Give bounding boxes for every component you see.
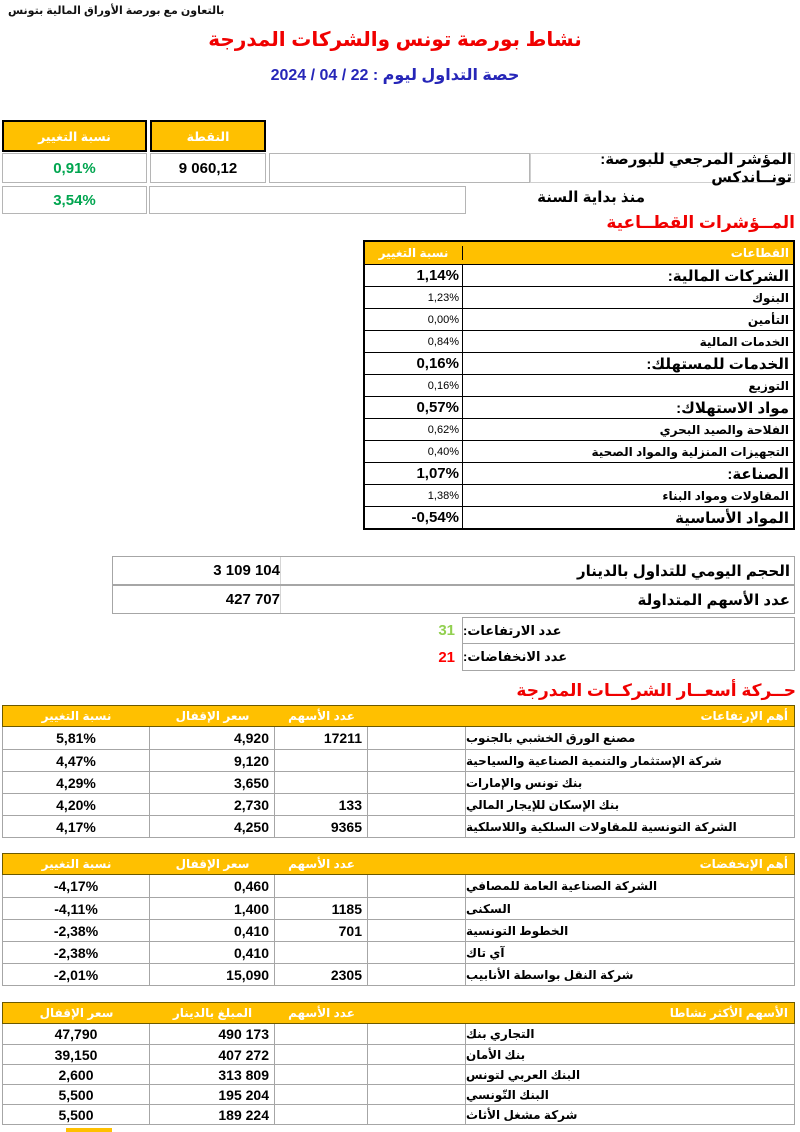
table-row [3, 941, 794, 963]
table-row [3, 1064, 794, 1084]
col-amount: المبلغ بالدينار [172, 1006, 253, 1020]
close-price-value: 3,650 [150, 772, 275, 793]
sector-change-value: -0,54% [365, 507, 463, 528]
close-price-value: 5,500 [3, 1105, 150, 1124]
col-close: سعر الإقفال [175, 709, 250, 723]
index-ytd-label: منذ بداية السنة [537, 189, 645, 206]
sector-change-value: 0,57% [365, 397, 463, 418]
company-name: شركة مشغل الأثاث [466, 1107, 578, 1122]
shares-value [275, 1024, 368, 1044]
col-change: نسبة التغيير [41, 857, 112, 871]
sector-change-value: 1,38% [365, 485, 463, 506]
table-row [3, 1044, 794, 1064]
declines-value: 21 [438, 649, 455, 666]
shares-value: 1185 [275, 898, 368, 919]
empty-cell [368, 794, 466, 815]
bottom-partial-header [66, 1128, 112, 1132]
sector-name: مواد الاستهلاك: [676, 399, 789, 417]
sector-change-value: 1,14% [365, 265, 463, 286]
sector-row [365, 506, 793, 528]
shares-value: 2305 [275, 964, 368, 985]
shares-traded-label: عدد الأسهم المتداولة [637, 591, 790, 609]
company-name: مصنع الورق الخشبي بالجنوب [466, 731, 636, 745]
sector-name: المقاولات ومواد البناء [662, 488, 789, 503]
col-shares: عدد الأسهم [288, 1006, 355, 1020]
company-name: بنك الإسكان للإيجار المالي [466, 797, 620, 812]
volume-label: الحجم اليومي للتداول بالدينار [576, 562, 790, 580]
sector-table-body [365, 264, 793, 528]
empty-cell [368, 772, 466, 793]
most-active-header [2, 1002, 795, 1024]
sector-change-value: 0,00% [365, 309, 463, 330]
most-active-body [2, 1024, 795, 1125]
gainers-table [2, 705, 795, 838]
index-point-value: 9 060,12 [150, 153, 266, 183]
report-title: نشاط بورصة تونس والشركات المدرجة [208, 29, 582, 51]
shares-value: 701 [275, 920, 368, 941]
sector-row [365, 330, 793, 352]
shares-traded-value: 427 707 [113, 586, 281, 613]
sector-row [365, 418, 793, 440]
change-value: 4,20% [3, 794, 150, 815]
empty-cell [368, 750, 466, 771]
sector-name: التجهيزات المنزلية والمواد الصحية [591, 444, 789, 459]
shares-value [275, 1085, 368, 1104]
empty-cell [368, 1065, 466, 1084]
company-name: البنك التّونسي [466, 1087, 549, 1102]
gainers-header [2, 705, 795, 727]
table-row [3, 1084, 794, 1104]
index-ytd-change-value: 3,54% [2, 186, 147, 214]
empty-cell [368, 727, 466, 749]
sector-heading: المــؤشرات القطــاعية [606, 213, 795, 232]
change-value: -2,38% [3, 942, 150, 963]
sector-row [365, 308, 793, 330]
empty-cell [368, 1045, 466, 1064]
sector-change-value: 1,23% [365, 287, 463, 308]
shares-value [275, 750, 368, 771]
sector-header-name: القطاعات [730, 246, 789, 260]
most-active-title: الأسهم الأكثر نشاطا [669, 1006, 788, 1020]
shares-value [275, 772, 368, 793]
summary-volume-row [112, 556, 795, 585]
company-name: بنك الأمان [466, 1047, 526, 1062]
sector-row [365, 374, 793, 396]
sector-name: الشركات المالية: [667, 267, 789, 285]
empty-cell [368, 875, 466, 897]
col-change: نسبة التغيير [41, 709, 112, 723]
shares-value: 133 [275, 794, 368, 815]
close-price-value: 0,410 [150, 920, 275, 941]
amount-value: 313 809 [150, 1065, 275, 1084]
sector-table [363, 240, 795, 530]
losers-table [2, 853, 795, 986]
close-price-value: 0,410 [150, 942, 275, 963]
close-price-value: 4,920 [150, 727, 275, 749]
change-value: 4,29% [3, 772, 150, 793]
losers-body [2, 875, 795, 986]
sector-name: التوزيع [748, 378, 789, 393]
losers-title: أهم الإنخفضات [699, 857, 788, 871]
index-change-value: 0,91% [2, 153, 147, 183]
change-value: 4,47% [3, 750, 150, 771]
sector-row [365, 484, 793, 506]
company-name: بنك تونس والإمارات [466, 775, 583, 790]
index-row-label: المؤشر المرجعي للبورصة: تونــاندكس [530, 153, 795, 183]
close-price-value: 9,120 [150, 750, 275, 771]
sector-row [365, 440, 793, 462]
session-date: حصة التداول ليوم : 22 / 04 / 2024 [270, 67, 520, 84]
sector-name: الخدمات للمستهلك: [646, 355, 789, 373]
col-close: سعر الإقفال [39, 1006, 114, 1020]
col-close: سعر الإقفال [175, 857, 250, 871]
most-active-table [2, 1002, 795, 1125]
sector-name: الخدمات المالية [699, 334, 789, 349]
index-header-point: النقطة [150, 120, 266, 152]
sector-row [365, 264, 793, 286]
col-shares: عدد الأسهم [288, 709, 355, 723]
table-row [3, 749, 794, 771]
table-row [3, 771, 794, 793]
shares-value: 9365 [275, 816, 368, 837]
table-row [3, 963, 794, 985]
amount-value: 407 272 [150, 1045, 275, 1064]
attribution-text: بالتعاون مع بورصة الأوراق المالية بتونس [8, 5, 225, 17]
table-row [3, 1024, 794, 1044]
sector-row [365, 462, 793, 484]
losers-header [2, 853, 795, 875]
gainers-title: أهم الإرتفاعات [700, 709, 788, 723]
index-empty-cell [149, 186, 466, 214]
amount-value: 189 224 [150, 1105, 275, 1124]
sector-row [365, 286, 793, 308]
empty-cell [368, 920, 466, 941]
table-row [3, 727, 794, 749]
sector-name: الصناعة: [727, 465, 789, 483]
close-price-value: 5,500 [3, 1085, 150, 1104]
sector-name: البنوك [752, 290, 789, 305]
index-empty-cell [269, 153, 530, 183]
change-value: 5,81% [3, 727, 150, 749]
close-price-value: 2,730 [150, 794, 275, 815]
change-value: -2,01% [3, 964, 150, 985]
close-price-value: 2,600 [3, 1065, 150, 1084]
close-price-value: 39,150 [3, 1045, 150, 1064]
empty-cell [368, 898, 466, 919]
table-row [3, 919, 794, 941]
close-price-value: 0,460 [150, 875, 275, 897]
shares-value [275, 1105, 368, 1124]
sector-change-value: 0,62% [365, 419, 463, 440]
shares-value [275, 1065, 368, 1084]
empty-cell [368, 942, 466, 963]
table-row [3, 815, 794, 837]
table-row [3, 793, 794, 815]
sector-name: الفلاحة والصيد البحري [659, 422, 789, 437]
sector-change-value: 0,16% [365, 375, 463, 396]
summary-shares-row [112, 585, 795, 614]
change-value: -4,17% [3, 875, 150, 897]
company-name: شركة الإستثمار والتنمية الصناعية والسياحية [466, 753, 722, 768]
advances-value: 31 [438, 622, 455, 639]
sector-table-header [365, 242, 793, 264]
close-price-value: 1,400 [150, 898, 275, 919]
sector-name: المواد الأساسية [675, 509, 789, 527]
close-price-value: 47,790 [3, 1024, 150, 1044]
company-name: آي تاك [466, 945, 505, 960]
advances-label: عدد الارتفاعات: [462, 617, 795, 644]
change-value: -4,11% [3, 898, 150, 919]
shares-value: 17211 [275, 727, 368, 749]
company-name: البنك العربي لتونس [466, 1067, 581, 1082]
sector-change-value: 0,84% [365, 331, 463, 352]
amount-value: 490 173 [150, 1024, 275, 1044]
shares-value [275, 875, 368, 897]
empty-cell [368, 1105, 466, 1124]
company-name: التجاري بنك [466, 1027, 535, 1041]
company-name: الشركة الصناعية العامة للمصافي [466, 879, 658, 893]
index-header-change: نسبة التغيير [2, 120, 147, 152]
sector-change-value: 1,07% [365, 463, 463, 484]
empty-cell [368, 964, 466, 985]
amount-value: 195 204 [150, 1085, 275, 1104]
close-price-value: 15,090 [150, 964, 275, 985]
empty-cell [368, 1024, 466, 1044]
sector-header-change: نسبة التغيير [365, 246, 463, 260]
sector-row [365, 352, 793, 374]
company-name: السكنى [466, 901, 511, 916]
table-row [3, 875, 794, 897]
company-name: الخطوط التونسية [466, 923, 569, 938]
declines-label: عدد الانخفاضات: [462, 644, 795, 671]
company-name: شركة النقل بواسطة الأنابيب [466, 967, 634, 982]
change-value: -2,38% [3, 920, 150, 941]
gainers-body [2, 727, 795, 838]
sector-change-value: 0,16% [365, 353, 463, 374]
volume-value: 3 109 104 [113, 557, 281, 584]
shares-value [275, 1045, 368, 1064]
company-name: الشركة التونسية للمقاولات السلكية واللاسلكية [466, 819, 737, 834]
sector-name: التأمين [747, 312, 789, 327]
table-row [3, 897, 794, 919]
sector-change-value: 0,40% [365, 441, 463, 462]
movers-heading: حــركة أسعــار الشركــات المدرجة [516, 681, 796, 700]
shares-value [275, 942, 368, 963]
empty-cell [368, 816, 466, 837]
empty-cell [368, 1085, 466, 1104]
table-row [3, 1104, 794, 1124]
change-value: 4,17% [3, 816, 150, 837]
sector-row [365, 396, 793, 418]
close-price-value: 4,250 [150, 816, 275, 837]
col-shares: عدد الأسهم [288, 857, 355, 871]
